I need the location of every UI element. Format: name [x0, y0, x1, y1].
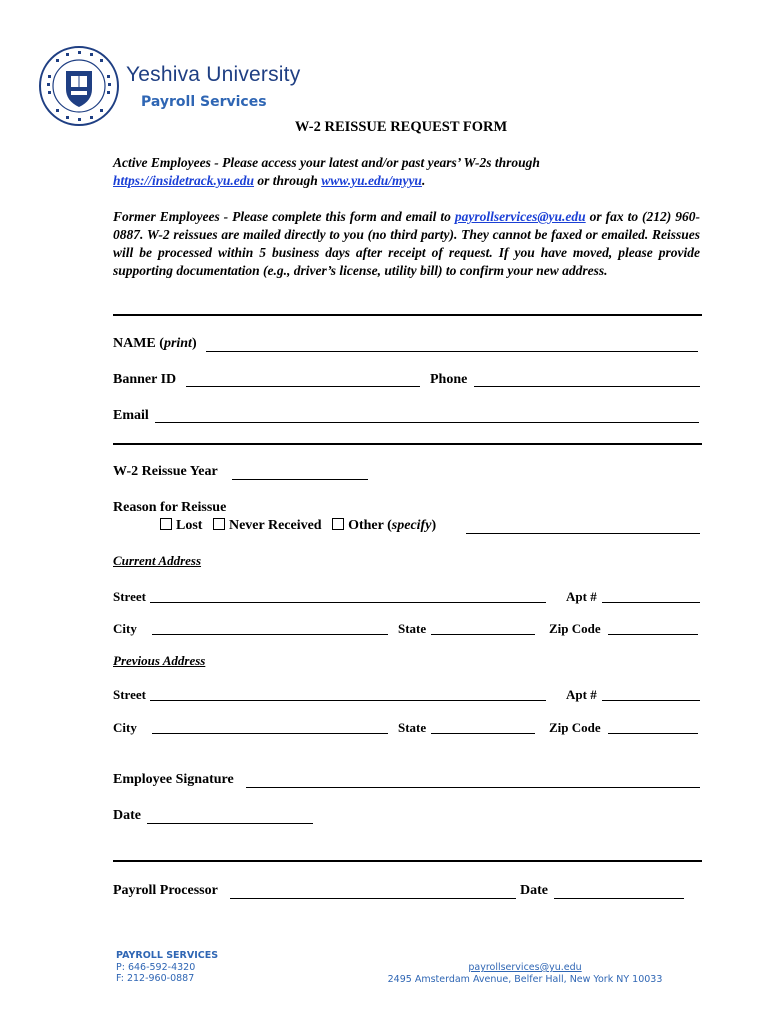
insidetrack-link[interactable]: https://insidetrack.yu.edu: [113, 173, 255, 188]
banner-id-input-line[interactable]: [186, 373, 420, 387]
footer-phone: P: 646-592-4320: [116, 961, 196, 973]
myyu-link[interactable]: www.yu.edu/myyu: [321, 173, 422, 188]
previous-apt-label: Apt #: [566, 687, 597, 702]
former-employees-paragraph: [113, 208, 700, 280]
employee-signature-label: Employee Signature: [113, 772, 234, 787]
name-input-line[interactable]: [206, 338, 698, 352]
former-text-1: Former Employees - Please complete this form and email to: [113, 209, 455, 224]
other-specify-input-line[interactable]: [466, 520, 700, 534]
email-input-line[interactable]: [155, 409, 699, 423]
form-title: W-2 REISSUE REQUEST FORM: [294, 119, 508, 135]
yeshiva-university-seal-logo: [38, 45, 120, 127]
current-city-label: City: [113, 621, 137, 636]
current-city-input-line[interactable]: [152, 621, 388, 635]
previous-street-label: Street: [113, 687, 146, 702]
department-name: Payroll Services: [141, 94, 267, 110]
other-checkbox[interactable]: [332, 518, 344, 530]
lost-label: Lost: [176, 518, 203, 533]
active-text-3: .: [421, 173, 426, 188]
never-received-label: Never Received: [228, 518, 322, 533]
previous-address-heading: Previous Address: [113, 653, 206, 668]
divider-bottom: [113, 860, 702, 862]
current-state-input-line[interactable]: [431, 621, 535, 635]
employee-signature-input-line[interactable]: [246, 774, 700, 788]
footer-department: PAYROLL SERVICES: [116, 950, 219, 961]
current-apt-input-line[interactable]: [602, 589, 700, 603]
footer-address-block: [360, 962, 690, 985]
divider-top: [113, 314, 702, 316]
payroll-processor-input-line[interactable]: [230, 885, 516, 899]
lost-checkbox[interactable]: [160, 518, 172, 530]
w2-year-input-line[interactable]: [232, 466, 368, 480]
never-received-checkbox[interactable]: [213, 518, 225, 530]
previous-city-input-line[interactable]: [152, 720, 388, 734]
other-label: Other (specify): [348, 518, 437, 533]
footer-address: 2495 Amsterdam Avenue, Belfer Hall, New York NY 10033: [387, 973, 663, 985]
university-name: Yeshiva University: [126, 63, 301, 86]
current-state-label: State: [398, 621, 427, 636]
previous-apt-input-line[interactable]: [602, 687, 700, 701]
phone-label: Phone: [430, 372, 468, 387]
current-zip-label: Zip Code: [549, 621, 601, 636]
previous-state-label: State: [398, 720, 427, 735]
previous-zip-input-line[interactable]: [608, 720, 698, 734]
footer-contact-block: [116, 950, 218, 985]
w2-year-label: W-2 Reissue Year: [113, 464, 218, 479]
previous-street-input-line[interactable]: [150, 687, 546, 701]
previous-zip-label: Zip Code: [549, 720, 601, 735]
email-label: Email: [113, 408, 149, 423]
previous-city-label: City: [113, 720, 137, 735]
current-street-input-line[interactable]: [150, 589, 546, 603]
banner-id-label: Banner ID: [113, 372, 177, 387]
name-label: NAME (print): [113, 336, 197, 351]
current-zip-input-line[interactable]: [608, 621, 698, 635]
footer-fax: F: 212-960-0887: [116, 973, 195, 984]
payroll-email-link[interactable]: payrollservices@yu.edu: [454, 209, 586, 224]
footer-email-link[interactable]: payrollservices@yu.edu: [468, 962, 582, 973]
phone-input-line[interactable]: [474, 373, 700, 387]
signature-date-label: Date: [113, 808, 141, 823]
active-text-1: Active Employees - Please access your latest and/or past years’ W-2s through: [113, 155, 540, 170]
former-text-2: or fax to (212) 960-0887. W-2 reissues are mailed directly to you (no third party). They cannot be faxed or emailed. Reissues will be processed within 5 business days after receipt of request. If you have moved, please provide supporting documentation (e.g., driver’s license, utility bill) to confirm your new address.: [113, 209, 700, 278]
current-apt-label: Apt #: [566, 589, 597, 604]
reason-label: Reason for Reissue: [113, 500, 227, 515]
active-employees-paragraph: [113, 154, 700, 190]
reason-options: [160, 518, 436, 534]
current-address-heading: Current Address: [113, 553, 202, 568]
divider-middle: [113, 443, 702, 445]
previous-state-input-line[interactable]: [431, 720, 535, 734]
active-text-2: or through: [254, 173, 322, 188]
processor-date-label: Date: [520, 883, 548, 898]
signature-date-input-line[interactable]: [147, 810, 313, 824]
processor-date-input-line[interactable]: [554, 885, 684, 899]
payroll-processor-label: Payroll Processor: [113, 883, 218, 898]
current-street-label: Street: [113, 589, 146, 604]
